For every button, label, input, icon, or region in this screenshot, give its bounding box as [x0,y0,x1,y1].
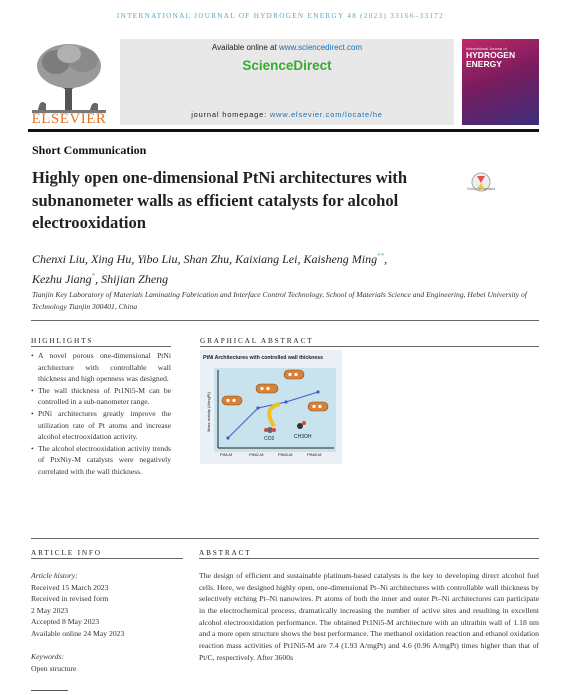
keywords-label: Keywords: [31,652,65,662]
highlight-item: • PtNi architectures greatly improve the utilization rate of Pt atoms and increase alcohol electrooxidation activity. [31,408,171,443]
journal-header: INTERNATIONAL JOURNAL OF HYDROGEN ENERGY 48 (2023) 33166–33172 [116,12,445,20]
cover-line2: HYDROGEN ENERGY [466,50,516,69]
sciencedirect-link[interactable]: www.sciencedirect.com [278,43,363,52]
spacer [31,640,181,652]
graphical-abstract-figure [200,350,342,464]
ga-xlabel: PtNi5-M [307,452,322,457]
ga-co2-label: CO2 [264,436,275,442]
homepage-link[interactable]: www.elsevier.com/locate/he [269,110,383,119]
abstract-text: The design of efficient and sustainable platinum-based catalysts is the key to developing direct alcohol fuel cells. Here, we designed highly open, one-dimensional Pt–Ni architectures with controllable wall thickness by selectively etching Pt–Ni nanowires. Pt atoms of both the inner and outer Pt–Ni architectures can participate in the electrochemical process, dramatically increasing the number of active sites and resulting in excellent alcohol electrooxidation performance. The obtained Pt1Ni5-M architecture with an ultrathin wall of 1.18 nm and a more open structure shows the best performance. The methanol oxidation reaction and ethanol oxidation reaction mass activities of Pt1Ni5-M are 7.4 (1.93 A/mgPt) and 4.6 (0.96 A/mgPt) times higher than that of Pt/C, respectively. After 3600s [199,571,539,662]
authors-line2-end: , Shijian Zheng [95,272,169,286]
keyword-item: Open structure [31,663,77,673]
graphical-abstract-rule [200,346,539,347]
highlight-item: • The alcohol electrooxidation activity trends of PtxNiy-M catalysts were negatively correlated with the wall thickness. [31,443,171,478]
article-title: Highly open one-dimensional PtNi architectures with subnanometer walls as efficient catalysts for alcohol electrooxidation [32,168,408,232]
corresponding-mark-2[interactable]: ** [377,252,385,260]
ga-xlabel: PtNi2-M [249,452,264,457]
highlight-item: • The wall thickness of Pt1Ni5-M can be controlled in a sub-nanometer range. [31,385,171,408]
authors-line1-end: , [384,252,388,266]
available-prefix: Available online at [211,43,279,52]
history-item: Available online 24 May 2023 [31,628,125,638]
highlight-item: • A novel porous one-dimensional PtNi architecture with controllable wall thickness and high openness was designed. [31,350,171,385]
ga-xlabel: PtNi3-M [278,452,293,457]
header-rule [28,129,539,132]
highlights-heading: HIGHLIGHTS [31,336,94,345]
authors-line1: Chenxi Liu, Xing Hu, Yibo Liu, Shan Zhu, Kaixiang Lei, Kaisheng Ming [32,252,378,266]
article-info-heading: ARTICLE INFO [31,548,102,557]
journal-homepage [120,110,454,119]
ga-title: PtNi Architectures with controlled wall thickness [203,355,324,361]
history-item: Received 15 March 2023 [31,582,109,592]
article-type: Short Communication [32,143,147,157]
check-for-updates-label: Check for updates [466,187,496,191]
ga-xlabel: PtNi-M [220,452,233,457]
history-label: Article history: [31,571,78,580]
history-item: 2 May 2023 [31,605,69,615]
affiliation-rule [31,320,539,321]
elsevier-wordmark: ELSEVIER [31,111,107,127]
abstract-heading: ABSTRACT [199,548,252,557]
sciencedirect-brand[interactable]: ScienceDirect [242,58,332,73]
author-list [32,248,532,288]
affiliation: Tianjin Key Laboratory of Materials Laminating Fabrication and Interface Control Technology, School of Materials Science and Engineering, Hebei University of Technology Tianjin 300401, China [32,290,527,311]
graphical-abstract-heading: GRAPHICAL ABSTRACT [200,336,314,345]
corresponding-mark-1[interactable]: * [91,272,96,280]
abstract-rule [199,558,539,559]
check-for-updates-icon[interactable] [468,172,494,200]
highlights-list [31,350,171,478]
footnote-rule [31,690,68,691]
cover-line1: International Journal of [466,46,507,51]
available-online [120,43,454,52]
history-item: Received in revised form [31,594,109,604]
ga-ch3oh-label: CH3OH [294,434,312,440]
info-top-rule [31,538,539,539]
authors-line2: Kezhu Jiang [32,272,92,286]
history-item: Accepted 8 May 2023 [31,617,100,627]
homepage-prefix: journal homepage: [191,110,270,119]
ga-ylabel: Mass activity (A/mgPt) [206,392,211,432]
highlights-rule [31,346,171,347]
article-info [31,570,181,674]
article-info-rule [31,558,183,559]
